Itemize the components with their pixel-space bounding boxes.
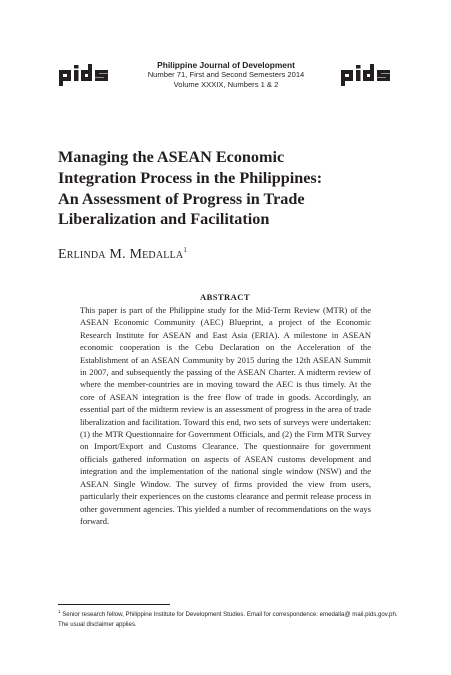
journal-name: Philippine Journal of Development (157, 60, 295, 70)
abstract-heading: ABSTRACT (200, 292, 250, 302)
journal-volume: Volume XXXIX, Numbers 1 & 2 (173, 80, 279, 89)
journal-issue: Number 71, First and Second Semesters 2014 (147, 70, 305, 79)
pids-logo-right (340, 64, 396, 86)
title-line: Integration Process in the Philippines: (58, 168, 323, 187)
author-footnote-mark: 1 (183, 246, 188, 254)
article-title (58, 147, 398, 230)
footnote-text: Senior research fellow, Philippine Institute for Development Studies. Email for correspondence: emedalla@ mail.pids.gov.ph. The usual disclaimer applies. (58, 611, 398, 628)
author-name: Erlinda M. Medalla (58, 247, 184, 262)
footnote-mark: 1 (58, 609, 61, 614)
abstract-text: This paper is part of the Philippine study for the Mid-Term Review (MTR) of the ASEAN Economic Community (AEC) Blueprint, a project of the Economic Research Institute for ASEAN and East Asia (ERIA). A milestone in ASEAN economic cooperation is the Cebu Declaration on the Acceleration of the Establishment of an ASEAN Community by 2015 during the 12th ASEAN Summit in 2007, and subsequently the passing of the ASEAN Charter. A midterm review of where the member-countries are in moving toward the AEC is thus timely. At the core of ASEAN integration is the free flow of trade in goods. Accordingly, an essential part of the midterm review is an assessment of progress in the area of trade liberalization and facilitation. Toward this end, two sets of surveys were undertaken: (1) the MTR Questionnaire for Government Officials, and (2) the Firm MTR Survey on Import/Export and Customs Clearance. The questionnaire for government officials gathered information on aspects of ASEAN customs development and integration and the implementation of the national single window (NSW) and the ASEAN Single Window. The survey of firms provided the view from users, particularly their experiences on the customs clearance and permit release process in other government agencies. This yielded a number of recommendations on the ways forward. (80, 305, 371, 526)
author-line (58, 246, 187, 263)
footnote-divider (58, 604, 170, 605)
title-line: Liberalization and Facilitation (58, 210, 270, 229)
title-line: Managing the ASEAN Economic (58, 148, 285, 166)
journal-header (115, 60, 337, 90)
title-line: An Assessment of Progress in Trade (58, 189, 305, 208)
footnote (58, 607, 398, 629)
pids-logo-left (58, 64, 114, 86)
